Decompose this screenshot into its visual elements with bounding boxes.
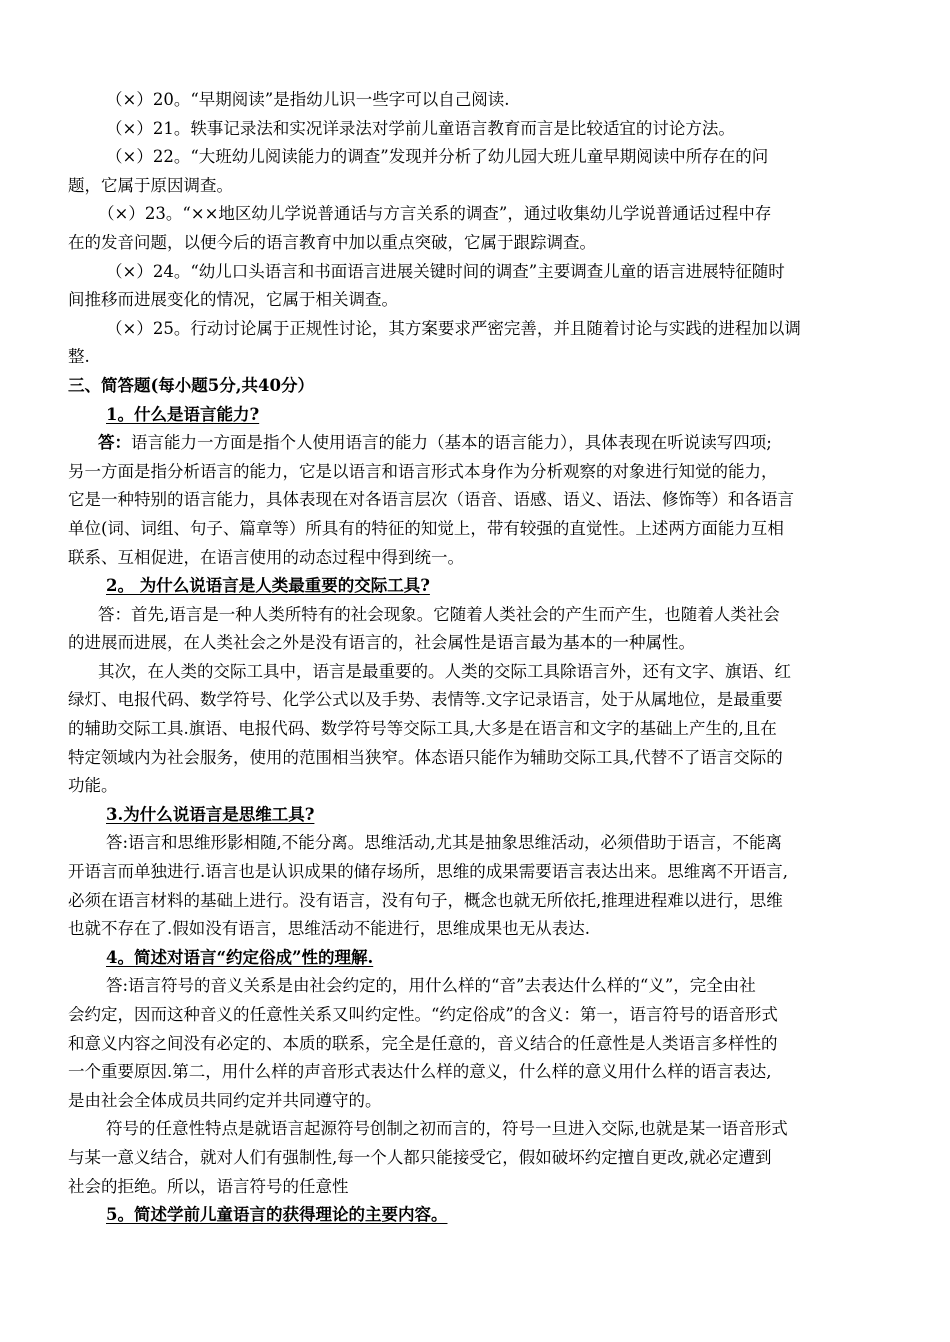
question-4-answer-line: 社会的拒绝。所以，语言符号的任意性 — [68, 1176, 349, 1196]
question-4-title: 4。简述对语言“约定俗成”性的理解. — [106, 947, 374, 967]
question-3-answer-line: 也就不存在了.假如没有语言，思维活动不能进行，思维成果也无从表达. — [68, 919, 590, 939]
question-3-answer-line: 开语言而单独进行.语言也是认识成果的储存场所，思维的成果需要语言表达出来。思维离不开语言, — [68, 862, 788, 882]
question-1-answer-line: 单位(词、词组、句子、篇章等）所具有的特征的知觉上，带有较强的直觉性。上述两方面能力互相 — [68, 518, 784, 538]
tf-item-24-cont: 间推移而进展变化的情况，它属于相关调查。 — [68, 290, 398, 310]
question-2-answer-line: 的辅助交际工具.旗语、电报代码、数学符号等交际工具,大多是在语言和文字的基础上产生的,且在 — [68, 719, 777, 739]
question-2-title: 2。 为什么说语言是人类最重要的交际工具? — [106, 576, 430, 596]
question-2-answer-line: 其次，在人类的交际工具中，语言是最重要的。人类的交际工具除语言外，还有文字、旗语、红 — [98, 661, 791, 681]
question-2-answer-line: 绿灯、电报代码、数学符号、化学公式以及手势、表情等.文字记录语言，处于从属地位，是最重要 — [68, 690, 783, 710]
section-heading: 三、简答题(每小题5分,共40分） — [68, 375, 314, 395]
question-4-answer-line: 和意义内容之间没有必定的、本质的联系，完全是任意的，音义结合的任意性是人类语言多样性的 — [68, 1033, 778, 1053]
question-1-answer-line: 联系、互相促进，在语言使用的动态过程中得到统一。 — [68, 547, 464, 567]
document-body — [68, 86, 908, 1230]
tf-item-22-cont: 题，它属于原因调查。 — [68, 175, 233, 195]
question-4-answer-line: 是由社会全体成员共同约定并共同遵守的。 — [68, 1090, 382, 1110]
tf-item-23-cont: 在的发音问题，以便今后的语言教育中加以重点突破，它属于跟踪调查。 — [68, 232, 596, 252]
question-1-answer-line: 它是一种特别的语言能力，具体表现在对各语言层次（语音、语感、语义、语法、修饰等）和各语言 — [68, 490, 794, 510]
question-3-title: 3.为什么说语言是思维工具? — [106, 804, 315, 824]
question-2-answer-line: 的进展而进展，在人类社会之外是没有语言的，社会属性是语言最为基本的一种属性。 — [68, 633, 695, 653]
question-4-answer-line: 答:语言符号的音义关系是由社会约定的，用什么样的“音”去表达什么样的“义”，完全由社 — [106, 976, 756, 996]
question-4-answer-line: 符号的任意性特点是就语言起源符号创制之初而言的，符号一旦进入交际,也就是某一语音形式 — [106, 1119, 788, 1139]
tf-item-23: （×）23。“××地区幼儿学说普通话与方言关系的调查”，通过收集幼儿学说普通话过程中存 — [98, 204, 772, 224]
question-4-answer-line: 会约定，因而这种音义的任意性关系又叫约定性。“约定俗成”的含义：第一，语言符号的语音形式 — [68, 1005, 778, 1024]
question-2-answer-line: 答：首先,语言是一种人类所特有的社会现象。它随着人类社会的产生而产生，也随着人类社会 — [98, 604, 780, 624]
tf-item-25-cont: 整. — [68, 347, 90, 367]
question-5-title: 5。简述学前儿童语言的获得理论的主要内容。 — [106, 1205, 448, 1225]
question-3-answer-line: 答:语言和思维形影相随,不能分离。思维活动,尤其是抽象思维活动，必须借助于语言，不能离 — [106, 833, 783, 853]
tf-item-21: （×）21。轶事记录法和实况详录法对学前儿童语言教育而言是比较适宜的讨论方法。 — [106, 118, 735, 138]
question-2-answer-line: 特定领域内为社会服务，使用的范围相当狭窄。体态语只能作为辅助交际工具,代替不了语言交际的 — [68, 747, 783, 767]
tf-item-25: （×）25。行动讨论属于正规性讨论，其方案要求严密完善，并且随着讨论与实践的进程加以调 — [106, 318, 801, 338]
question-4-answer-line: 一个重要原因.第二，用什么样的声音形式表达什么样的意义，什么样的意义用什么样的语言表达, — [68, 1062, 772, 1082]
question-3-answer-line: 必须在语言材料的基础上进行。没有语言，没有句子，概念也就无所依托,推理进程难以进行，思维 — [68, 890, 783, 910]
answer-text: 语言能力一方面是指个人使用语言的能力（基本的语言能力），具体表现在听说读写四项; — [131, 433, 772, 453]
question-1-answer-line — [68, 429, 908, 458]
question-1-title: 1。什么是语言能力? — [106, 404, 260, 424]
question-2-answer-line: 功能。 — [68, 776, 118, 796]
question-1-answer-line: 另一方面是指分析语言的能力，它是以语言和语言形式本身作为分析观察的对象进行知觉的能力， — [68, 461, 778, 481]
answer-label: 答： — [98, 433, 131, 453]
tf-item-24: （×）24。“幼儿口头语言和书面语言进展关键时间的调查”主要调查儿童的语言进展特征随时 — [106, 261, 785, 281]
question-4-answer-line: 与某一意义结合，就对人们有强制性,每一个人都只能接受它，假如破坏约定擅自更改,就必定遭到 — [68, 1147, 772, 1167]
tf-item-22: （×）22。“大班幼儿阅读能力的调查”发现并分析了幼儿园大班儿童早期阅读中所存在的问 — [106, 147, 769, 167]
tf-item-20: （×）20。“早期阅读”是指幼儿识一些字可以自己阅读. — [106, 90, 510, 109]
